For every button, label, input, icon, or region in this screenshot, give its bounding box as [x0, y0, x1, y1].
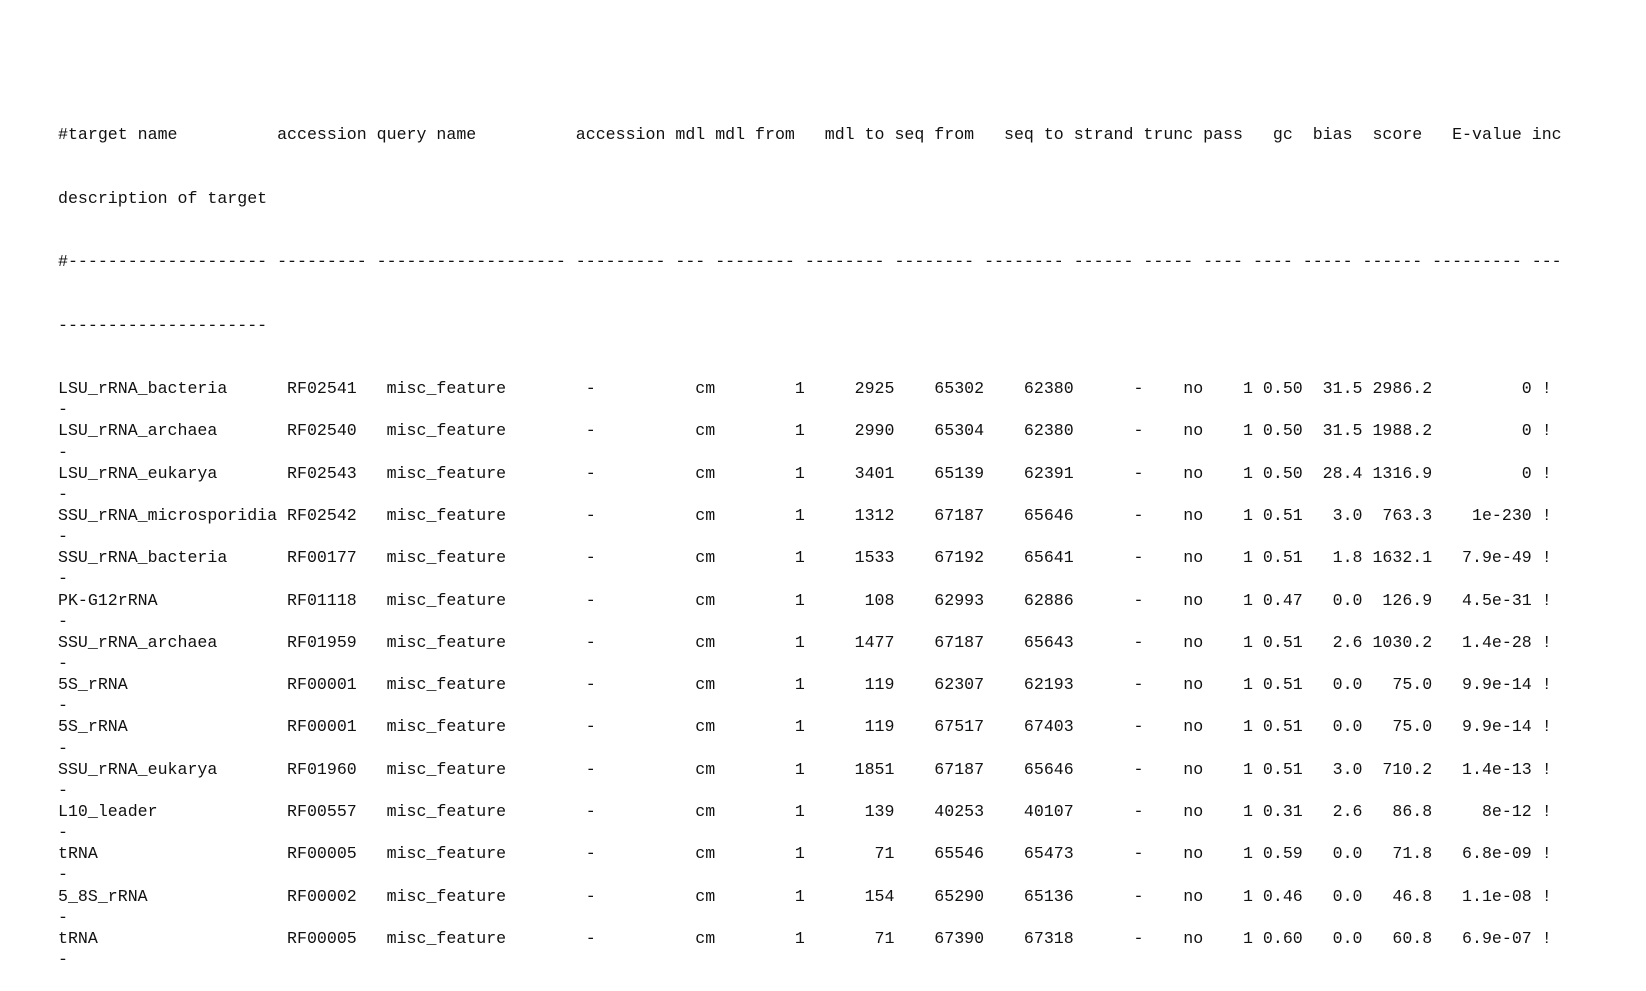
tblout-text-output: [58, 82, 1572, 991]
table-row: tRNA RF00005 misc_feature - cm 1 71 67390 67318 - no 1 0.60 0.0 60.8 6.9e-07 !: [58, 928, 1572, 948]
row-description: -: [58, 484, 68, 504]
table-row: LSU_rRNA_bacteria RF02541 misc_feature - cm 1 2925 65302 62380 - no 1 0.50 31.5 2986.2 0 !: [58, 379, 1572, 399]
table-row: SSU_rRNA_archaea RF01959 misc_feature - cm 1 1477 67187 65643 - no 1 0.51 2.6 1030.2 1.4e-28 !: [58, 632, 1572, 652]
header-separator-line: #-------------------- --------- ------------------- --------- --- -------- -------- -------- -------- ------ ----- ---- ---- ----- ------ --------- ---: [58, 252, 1562, 272]
table-row: SSU_rRNA_eukarya RF01960 misc_feature - cm 1 1851 67187 65646 - no 1 0.51 3.0 710.2 1.4e-13 !: [58, 759, 1572, 779]
row-description: -: [58, 527, 68, 547]
table-row: PK-G12rRNA RF01118 misc_feature - cm 1 108 62993 62886 - no 1 0.47 0.0 126.9 4.5e-31 !: [58, 590, 1572, 610]
row-description: -: [58, 611, 68, 631]
header-separator-wrap-line: ---------------------: [58, 315, 268, 335]
row-description: -: [58, 907, 68, 927]
header-description-line: description of target: [58, 188, 268, 208]
hit-rows: [58, 378, 1572, 970]
table-row: SSU_rRNA_bacteria RF00177 misc_feature - cm 1 1533 67192 65641 - no 1 0.51 1.8 1632.1 7.9e-49 !: [58, 548, 1572, 568]
table-row: L10_leader RF00557 misc_feature - cm 1 139 40253 40107 - no 1 0.31 2.6 86.8 8e-12 !: [58, 801, 1572, 821]
table-row: LSU_rRNA_archaea RF02540 misc_feature - cm 1 2990 65304 62380 - no 1 0.50 31.5 1988.2 0 !: [58, 421, 1572, 441]
table-row: tRNA RF00005 misc_feature - cm 1 71 65546 65473 - no 1 0.59 0.0 71.8 6.8e-09 !: [58, 844, 1572, 864]
row-description: -: [58, 653, 68, 673]
row-description: -: [58, 823, 68, 843]
table-row: 5S_rRNA RF00001 misc_feature - cm 1 119 62307 62193 - no 1 0.51 0.0 75.0 9.9e-14 !: [58, 675, 1572, 695]
table-row: 5_8S_rRNA RF00002 misc_feature - cm 1 154 65290 65136 - no 1 0.46 0.0 46.8 1.1e-08 !: [58, 886, 1572, 906]
row-description: -: [58, 738, 68, 758]
table-row: LSU_rRNA_eukarya RF02543 misc_feature - cm 1 3401 65139 62391 - no 1 0.50 28.4 1316.9 0 !: [58, 463, 1572, 483]
row-description: -: [58, 569, 68, 589]
row-description: -: [58, 780, 68, 800]
table-row: SSU_rRNA_microsporidia RF02542 misc_feature - cm 1 1312 67187 65646 - no 1 0.51 3.0 763.3 1e-230 !: [58, 505, 1572, 525]
row-description: -: [58, 949, 68, 969]
header-columns-line: #target name accession query name accession mdl mdl from mdl to seq from seq to strand trunc pass gc bias score E-value inc: [58, 125, 1562, 145]
row-description: -: [58, 400, 68, 420]
row-description: -: [58, 865, 68, 885]
row-description: -: [58, 442, 68, 462]
row-description: -: [58, 696, 68, 716]
table-row: 5S_rRNA RF00001 misc_feature - cm 1 119 67517 67403 - no 1 0.51 0.0 75.0 9.9e-14 !: [58, 717, 1572, 737]
